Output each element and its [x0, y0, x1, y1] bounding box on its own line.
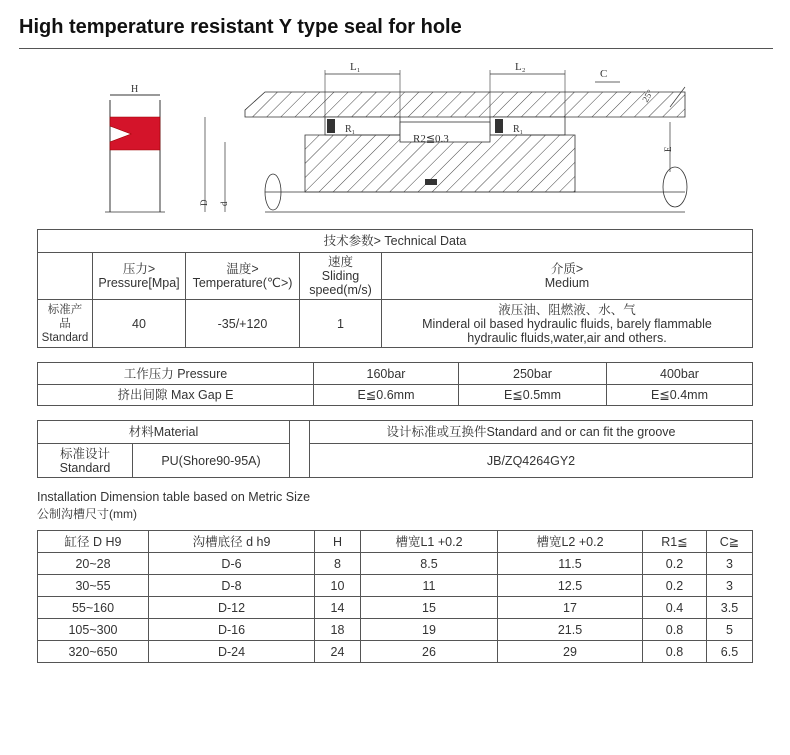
- gap-1: E≦0.6mm: [314, 385, 459, 406]
- standard-header: 设计标准或互换件Standard and or can fit the groove: [310, 421, 753, 444]
- cell: 3: [707, 575, 753, 597]
- medium-value: 液压油、阻燃液、水、气 Minderal oil based hydraulic fluids, barely flammable hydraulic fluids,water,air and others.: [382, 300, 753, 348]
- gap-3: E≦0.4mm: [607, 385, 753, 406]
- table-row: [38, 619, 753, 641]
- label-r1-left: R₁: [345, 124, 356, 135]
- cell: 3.5: [707, 597, 753, 619]
- table-row: [38, 641, 753, 663]
- speed-value: 1: [300, 300, 382, 348]
- label-h: H: [131, 84, 139, 95]
- cell: 320~650: [38, 641, 149, 663]
- page-title: High temperature resistant Y type seal for hole: [19, 16, 462, 38]
- pressure-160: 160bar: [314, 363, 459, 385]
- seal-profile: [105, 84, 165, 212]
- cell: 19: [361, 619, 498, 641]
- gap-label: 挤出间隙 Max Gap E: [38, 385, 314, 406]
- cell: D-8: [149, 575, 315, 597]
- label-angle: 25°: [640, 87, 656, 104]
- cell: 6.5: [707, 641, 753, 663]
- seal-right: [495, 119, 503, 133]
- label-r2: R2≦0.3: [413, 133, 449, 145]
- cell: D-6: [149, 553, 315, 575]
- label-d-upper: D: [199, 199, 209, 206]
- label-c: C: [600, 68, 608, 80]
- table-row: [38, 553, 753, 575]
- col-temperature: 温度> Temperature(℃>): [186, 253, 300, 300]
- cell: D-24: [149, 641, 315, 663]
- cell: 3: [707, 553, 753, 575]
- header-cell: 槽宽L2 +0.2: [498, 531, 643, 553]
- cell: 14: [315, 597, 361, 619]
- pressure-value: 40: [93, 300, 186, 348]
- table-row: [38, 597, 753, 619]
- label-e: E: [663, 146, 673, 152]
- technical-header: 技术参数> Technical Data: [38, 230, 753, 253]
- cell: 12.5: [498, 575, 643, 597]
- seal-groove-diagram: [95, 62, 690, 222]
- cell: 0.8: [643, 641, 707, 663]
- material-row-label: 标准设计 Standard: [38, 444, 133, 478]
- col-speed: 速度 Sliding speed(m/s): [300, 253, 382, 300]
- header-cell: R1≦: [643, 531, 707, 553]
- header-cell: 槽宽L1 +0.2: [361, 531, 498, 553]
- cell: 0.4: [643, 597, 707, 619]
- header-cell: H: [315, 531, 361, 553]
- title-divider: [19, 48, 773, 49]
- pressure-250: 250bar: [459, 363, 607, 385]
- label-d-lower: d: [219, 201, 229, 206]
- cell: 0.2: [643, 575, 707, 597]
- cell: 11.5: [498, 553, 643, 575]
- install-caption-cn: 公制沟槽尺寸(mm): [37, 507, 137, 521]
- row-label-standard: 标准产 品 Standard: [38, 300, 93, 348]
- header-cell: 沟槽底径 d h9: [149, 531, 315, 553]
- label-r1-right: R₁: [513, 124, 524, 135]
- temperature-value: -35/+120: [186, 300, 300, 348]
- table-row: [38, 575, 753, 597]
- cell: 17: [498, 597, 643, 619]
- cell: 15: [361, 597, 498, 619]
- cell: 20~28: [38, 553, 149, 575]
- cell: 26: [361, 641, 498, 663]
- cell: 55~160: [38, 597, 149, 619]
- material-value: PU(Shore90-95A): [133, 444, 290, 478]
- cell: 5: [707, 619, 753, 641]
- label-l1: L₁: [350, 62, 361, 73]
- cell: D-16: [149, 619, 315, 641]
- cell: 21.5: [498, 619, 643, 641]
- header-cell: 缸径 D H9: [38, 531, 149, 553]
- installation-dimension-table: [37, 530, 753, 663]
- cell: 105~300: [38, 619, 149, 641]
- material-table: [37, 420, 753, 478]
- table-header-row: [38, 531, 753, 553]
- material-header: 材料Material: [38, 421, 290, 444]
- cell: 24: [315, 641, 361, 663]
- col-medium: 介质> Medium: [382, 253, 753, 300]
- label-l2: L₂: [515, 62, 526, 73]
- cell: 0.2: [643, 553, 707, 575]
- cell: D-12: [149, 597, 315, 619]
- cell: 29: [498, 641, 643, 663]
- standard-value: JB/ZQ4264GY2: [310, 444, 753, 478]
- col-pressure: 压力> Pressure[Mpa]: [93, 253, 186, 300]
- seal-profile-red: [110, 117, 160, 150]
- technical-data-table: [37, 229, 753, 348]
- header-cell: C≧: [707, 531, 753, 553]
- pressure-gap-table: [37, 362, 753, 406]
- cell: 18: [315, 619, 361, 641]
- cell: 11: [361, 575, 498, 597]
- seal-left: [327, 119, 335, 133]
- cell: 10: [315, 575, 361, 597]
- pressure-label: 工作压力 Pressure: [38, 363, 314, 385]
- gap-2: E≦0.5mm: [459, 385, 607, 406]
- cell: 30~55: [38, 575, 149, 597]
- housing-top: [245, 92, 685, 117]
- pressure-400: 400bar: [607, 363, 753, 385]
- install-caption-en: Installation Dimension table based on Metric Size: [37, 490, 311, 504]
- cell: 8: [315, 553, 361, 575]
- cell: 0.8: [643, 619, 707, 641]
- cell: 8.5: [361, 553, 498, 575]
